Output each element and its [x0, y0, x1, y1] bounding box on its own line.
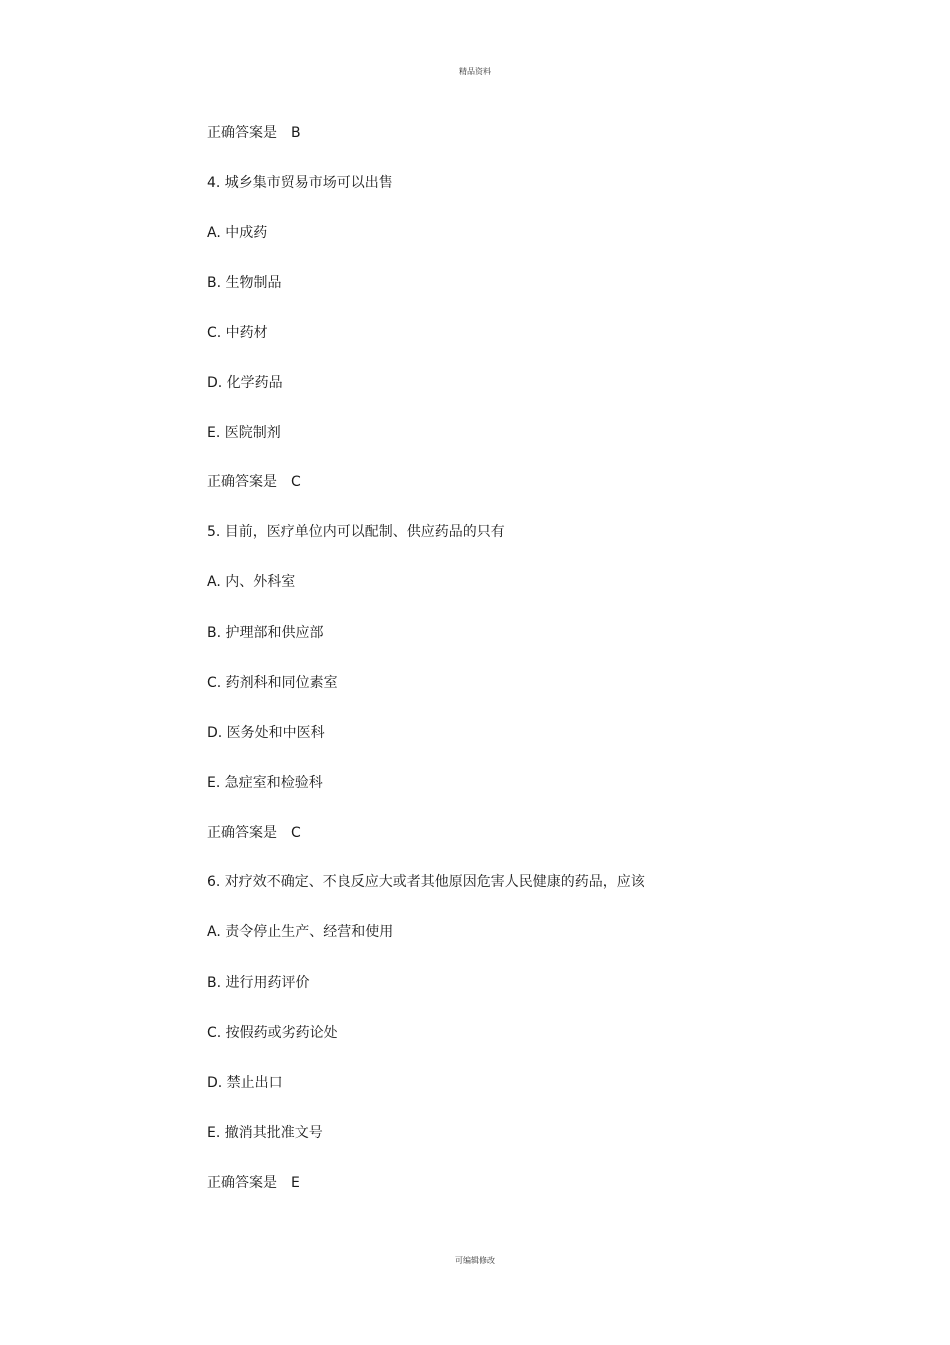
option-b: B. 进行用药评价	[207, 975, 310, 991]
answer-value: C	[291, 825, 301, 841]
option-c: C. 按假药或劣药论处	[207, 1025, 338, 1041]
answer-value: E	[291, 1175, 300, 1191]
option-e: E. 医院制剂	[207, 425, 281, 441]
answer-label: 正确答案是	[207, 125, 277, 141]
answer-label: 正确答案是	[207, 474, 277, 490]
option-b: B. 生物制品	[207, 275, 282, 291]
answer-value: C	[291, 474, 301, 490]
answer-label: 正确答案是	[207, 1175, 277, 1191]
page-header: 精品资料	[459, 67, 491, 76]
option-a: A. 责令停止生产、经营和使用	[207, 924, 394, 940]
answer-line	[207, 824, 301, 842]
option-a: A. 中成药	[207, 225, 268, 241]
option-d: D. 医务处和中医科	[207, 725, 325, 741]
page-footer: 可编辑修改	[455, 1256, 495, 1265]
option-c: C. 中药材	[207, 325, 268, 341]
option-e: E. 急症室和检验科	[207, 775, 323, 791]
answer-line	[207, 473, 301, 491]
option-d: D. 化学药品	[207, 375, 283, 391]
question-text: 4. 城乡集市贸易市场可以出售	[207, 175, 393, 191]
question-text: 5. 目前，医疗单位内可以配制、供应药品的只有	[207, 524, 505, 540]
question-text: 6. 对疗效不确定、不良反应大或者其他原因危害人民健康的药品，应该	[207, 874, 645, 890]
option-b: B. 护理部和供应部	[207, 625, 324, 641]
option-d: D. 禁止出口	[207, 1075, 283, 1091]
answer-label: 正确答案是	[207, 825, 277, 841]
answer-line	[207, 1174, 300, 1192]
option-c: C. 药剂科和同位素室	[207, 675, 338, 691]
option-a: A. 内、外科室	[207, 574, 296, 590]
answer-line	[207, 124, 301, 142]
option-e: E. 撤消其批准文号	[207, 1125, 323, 1141]
answer-value: B	[291, 125, 301, 141]
